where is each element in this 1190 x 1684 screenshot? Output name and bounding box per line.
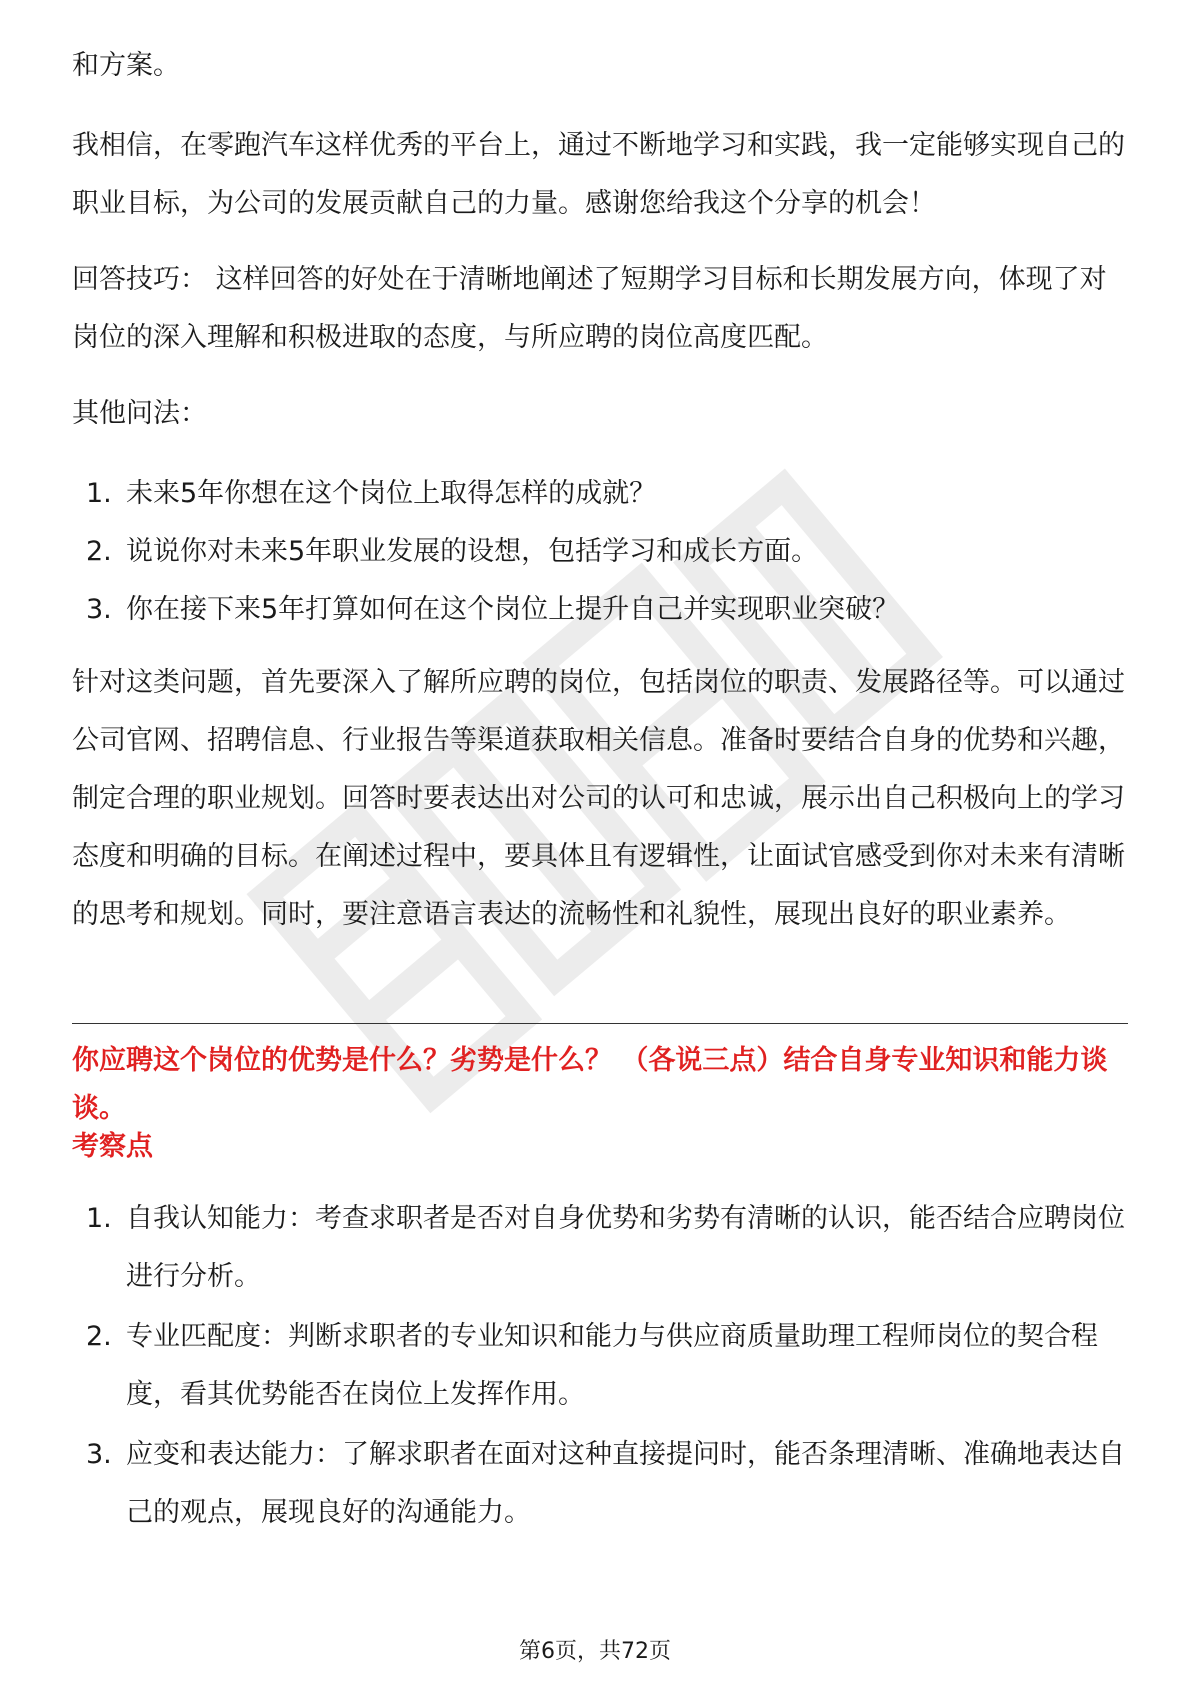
paragraph-advice: 针对这类问题，首先要深入了解所应聘的岗位，包括岗位的职责、发展路径等。可以通过公司官网、招聘信息、行业报告等渠道获取相关信息。准备时要结合自身的优势和兴趣，制定合理的职业规划。回答时要表达出对公司的认可和忠诚，展示出自己积极向上的学习态度和明确的目标。在阐述过程中，要具体且有逻辑性，让面试官感受到你对未来有清晰的思考和规划。同时，要注意语言表达的流畅性和礼貌性，展现出良好的职业素养。 — [72, 667, 1125, 930]
list-item-text: 自我认知能力：考查求职者是否对自身优势和劣势有清晰的认识，能否结合应聘岗位进行分析。 — [126, 1203, 1125, 1292]
list-item — [72, 523, 1128, 581]
list-item-text: 应变和表达能力：了解求职者在面对这种直接提问时，能否条理清晰、准确地表达自己的观点，展现良好的沟通能力。 — [126, 1439, 1125, 1528]
list-item-number: 1. — [86, 1203, 112, 1234]
list-item-number: 1. — [86, 478, 112, 509]
list-item-number: 2. — [86, 536, 112, 567]
list-item-text: 你在接下来5年打算如何在这个岗位上提升自己并实现职业突破？ — [126, 594, 900, 625]
subheading-assessment-points: 考察点 — [72, 1131, 153, 1162]
paragraph-closing: 我相信，在零跑汽车这样优秀的平台上，通过不断地学习和实践，我一定能够实现自己的职业目标，为公司的发展贡献自己的力量。感谢您给我这个分享的机会！ — [72, 130, 1125, 219]
list-item-number: 3. — [86, 1439, 112, 1470]
list-item-number: 3. — [86, 594, 112, 625]
page-footer: 第6页，共72页 — [519, 1639, 671, 1664]
list-item — [72, 465, 1128, 523]
list-item-text: 说说你对未来5年职业发展的设想，包括学习和成长方面。 — [126, 536, 819, 567]
list-item-text: 未来5年你想在这个岗位上取得怎样的成就？ — [126, 478, 657, 509]
list-item-number: 2. — [86, 1321, 112, 1352]
paragraph-other-asks-label: 其他问法： — [72, 398, 207, 429]
list-item — [72, 1308, 1128, 1424]
other-questions-list — [72, 465, 1128, 639]
list-item — [72, 1190, 1128, 1306]
paragraph-intro-end: 和方案。 — [72, 50, 180, 81]
section-divider — [72, 1023, 1128, 1024]
list-item-text: 专业匹配度：判断求职者的专业知识和能力与供应商质量助理工程师岗位的契合程度，看其优势能否在岗位上发挥作用。 — [126, 1321, 1098, 1410]
list-item — [72, 1426, 1128, 1542]
list-item — [72, 581, 1128, 639]
assessment-points-list — [72, 1190, 1128, 1542]
paragraph-answer-tip: 回答技巧： 这样回答的好处在于清晰地阐述了短期学习目标和长期发展方向，体现了对岗位的深入理解和积极进取的态度，与所应聘的岗位高度匹配。 — [72, 264, 1107, 353]
question-heading: 你应聘这个岗位的优势是什么？劣势是什么？ （各说三点）结合自身专业知识和能力谈谈。 — [72, 1045, 1108, 1124]
